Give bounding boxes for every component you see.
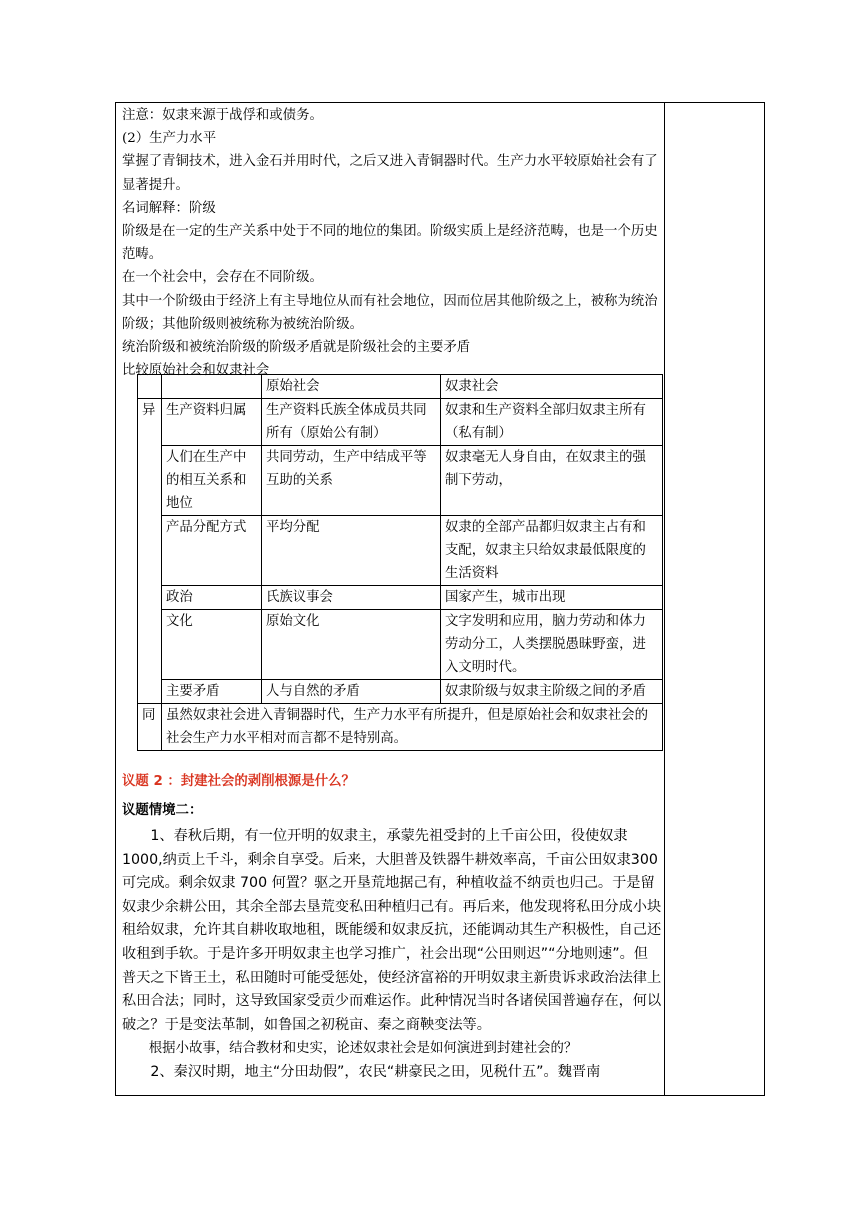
same-label-cell: 同 xyxy=(138,704,162,751)
table-cell: 人与自然的矛盾 xyxy=(262,680,441,704)
table-cell: 生产资料归属 xyxy=(162,399,262,446)
paragraph: 统治阶级和被统治阶级的阶级矛盾就是阶级社会的主要矛盾 xyxy=(122,340,471,356)
table-row xyxy=(138,680,663,704)
table-cell: 奴隶和生产资料全部归奴隶主所有（私有制） xyxy=(441,399,663,446)
table-cell: 文字发明和应用，脑力劳动和体力劳动分工，人类摆脱愚昧野蛮，进入文明时代。 xyxy=(441,610,663,680)
table-cell: 奴隶毫无人身自由，在奴隶主的强制下劳动， xyxy=(441,446,663,516)
table-row xyxy=(138,446,663,516)
table-cell: 奴隶的全部产品都归奴隶主占有和支配，奴隶主只给奴隶最低限度的生活资料 xyxy=(441,516,663,586)
intro-text xyxy=(122,104,660,382)
table-cell: 人们在生产中的相互关系和地位 xyxy=(162,446,262,516)
table-header-row xyxy=(138,375,663,399)
story-paragraph-2: 2、秦汉时期，地主“分田劫假”，农民“耕豪民之田，见税什五”。魏晋南 xyxy=(150,1063,601,1080)
table-cell: 生产资料氏族全体成员共同所有（原始公有制） xyxy=(262,399,441,446)
section-heading: (2）生产力水平 xyxy=(122,131,217,147)
table-row xyxy=(138,586,663,610)
header-cell xyxy=(138,375,162,399)
table-cell: 平均分配 xyxy=(262,516,441,586)
table-cell: 氏族议事会 xyxy=(262,586,441,610)
table-caption: 比较原始社会和奴隶社会 xyxy=(122,363,270,379)
story-paragraph-1: 1、春秋后期，有一位开明的奴隶主，承蒙先祖受封的上千亩公田，役使奴隶1000,纳贡上千斗，剩余自享受。后来，大胆普及铁器牛耕效率高，千亩公田奴隶300 可完成。剩余奴隶 700 何置？驱之开垦荒地据己有，种植收益不纳贡也归己。于是留奴隶少余耕公田，其余全部去垦荒变私田种植归己有。再后来，他发现将私田分成小块租给奴隶，允许其自耕收取地租，既能缓和奴隶反抗，还能调动其生产积极性，自己还收租到手软。于是许多开明奴隶主也学习推广，社会出现“公田则迟”“分地则速”。但普天之下皆王土，私田随时可能受惩处，使经济富裕的开明奴隶主新贵诉求政治法律上私田合法；同时，这导致国家受贡少而难运作。此种情况当时各诸侯国普遍存在，何以破之？于是变法革制，如鲁国之初税亩、秦之商鞅变法等。 xyxy=(122,828,662,1033)
diff-label-cell: 异 xyxy=(138,399,162,704)
table-cell: 产品分配方式 xyxy=(162,516,262,586)
topic-2-heading: 议题 2 ：封建社会的剥削根源是什么？ xyxy=(122,774,355,789)
paragraph: 阶级是在一定的生产关系中处于不同的地位的集团。阶级实质上是经济范畴，也是一个历史范畴。 xyxy=(122,224,658,263)
paragraph: 掌握了青铜技术，进入金石并用时代，之后又进入青铜器时代。生产力水平较原始社会有了显著提升。 xyxy=(122,154,658,193)
table-row xyxy=(138,516,663,586)
table-row-same xyxy=(138,704,663,751)
story-question: 根据小故事，结合教材和史实，论述奴隶社会是如何演进到封建社会的？ xyxy=(148,1041,578,1057)
paragraph: 其中一个阶级由于经济上有主导地位从而有社会地位，因而位居其他阶级之上，被称为统治阶级；其他阶级则被统称为被统治阶级。 xyxy=(122,293,658,332)
same-text-cell: 虽然奴隶社会进入青铜器时代，生产力水平有所提升，但是原始社会和奴隶社会的社会生产力水平相对而言都不是特别高。 xyxy=(162,704,663,751)
table-row xyxy=(138,610,663,680)
comparison-table xyxy=(137,374,663,751)
table-row xyxy=(138,399,663,446)
table-cell: 奴隶阶级与奴隶主阶级之间的矛盾 xyxy=(441,680,663,704)
header-cell: 原始社会 xyxy=(262,375,441,399)
table-cell: 文化 xyxy=(162,610,262,680)
header-cell: 奴隶社会 xyxy=(441,375,663,399)
paragraph: 在一个社会中，会存在不同阶级。 xyxy=(122,270,323,286)
table-cell: 国家产生，城市出现 xyxy=(441,586,663,610)
column-divider xyxy=(664,102,665,1096)
term-heading: 名词解释：阶级 xyxy=(122,200,216,216)
story-text xyxy=(122,825,662,1085)
scene-heading: 议题情境二： xyxy=(122,803,203,818)
table-cell: 共同劳动，生产中结成平等互助的关系 xyxy=(262,446,441,516)
table-cell: 原始文化 xyxy=(262,610,441,680)
note-line: 注意：奴隶来源于战俘和或债务。 xyxy=(122,108,323,123)
header-cell xyxy=(162,375,262,399)
table-cell: 政治 xyxy=(162,586,262,610)
table-cell: 主要矛盾 xyxy=(162,680,262,704)
